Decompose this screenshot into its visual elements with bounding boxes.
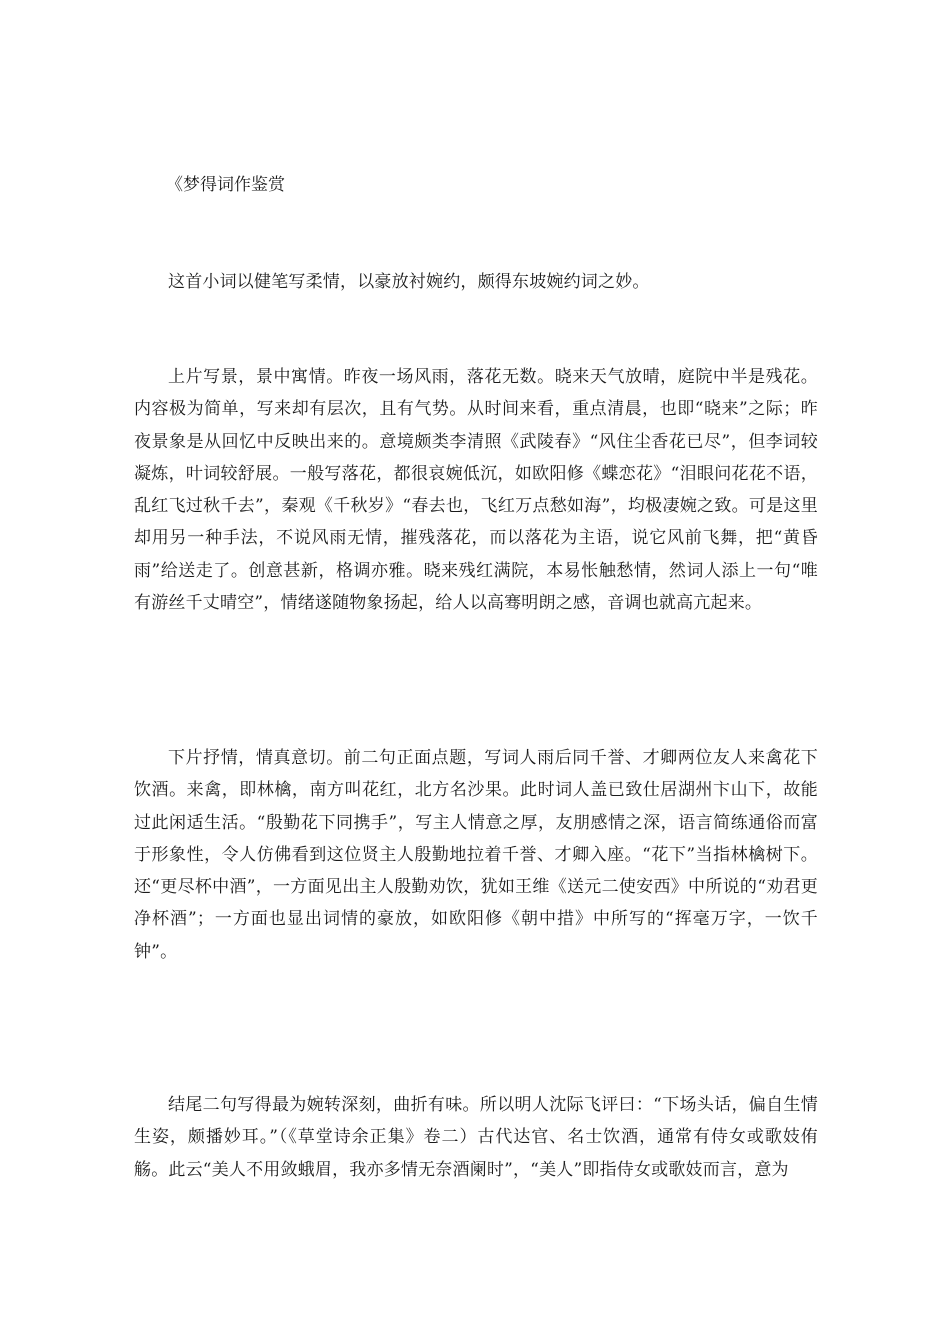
paragraph-intro: 这首小词以健笔写柔情，以豪放衬婉约，颇得东坡婉约词之妙。	[168, 272, 650, 292]
paragraph-upper-stanza: 上片写景，景中寓情。昨夜一场风雨，落花无数。晓来天气放晴，庭院中半是残花。内容极为简单，写来却有层次，且有气势。从时间来看，重点清晨，也即“晓来”之际；昨夜景象是从回忆中反映出来的。意境颇类李清照《武陵春》“风住尘香花已尽”，但李词较凝炼，叶词较舒展。一般写落花，都很哀婉低沉，如欧阳修《蝶恋花》“泪眼问花花不语，乱红飞过秋千去”，秦观《千秋岁》“春去也，飞红万点愁如海”，均极凄婉之致。可是这里却用另一种手法，不说风雨无情，摧残落花，而以落花为主语，说它风前飞舞，把“黄昏雨”给送走了。创意甚新，格调亦雅。晓来残红满院，本易怅触愁情，然词人添上一句“唯有游丝千丈晴空”，情绪遂随物象扬起，给人以高骞明朗之感，音调也就高亢起来。	[134, 367, 818, 614]
paragraph-ending: 结尾二句写得最为婉转深刻，曲折有味。所以明人沈际飞评曰：“下场头话，偏自生情生姿，颇播妙耳。”（《草堂诗余正集》卷二）古代达官、名士饮酒，通常有侍女或歌妓侑觞。此云“美人不用敛蛾眉，我亦多情无奈酒阑时”，“美人”即指侍女或歌妓而言，意为	[134, 1095, 818, 1180]
document-title: 《梦得词作鉴赏	[166, 175, 285, 195]
document-page	[134, 0, 818, 1344]
paragraph-lower-stanza: 下片抒情，情真意切。前二句正面点题，写词人雨后同千誉、才卿两位友人来禽花下饮酒。来禽，即林檎，南方叫花红，北方名沙果。此时词人盖已致仕居湖州卞山下，故能过此闲适生活。“殷勤花下同携手”，写主人情意之厚，友朋感情之深，语言简练通俗而富于形象性，令人仿佛看到这位贤主人殷勤地拉着千誉、才卿入座。“花下”当指林檎树下。还“更尽杯中酒”，一方面见出主人殷勤劝饮，犹如王维《送元二使安西》中所说的“劝君更净杯酒”；一方面也显出词情的豪放，如欧阳修《朝中措》中所写的“挥毫万字，一饮千钟”。	[134, 748, 818, 962]
